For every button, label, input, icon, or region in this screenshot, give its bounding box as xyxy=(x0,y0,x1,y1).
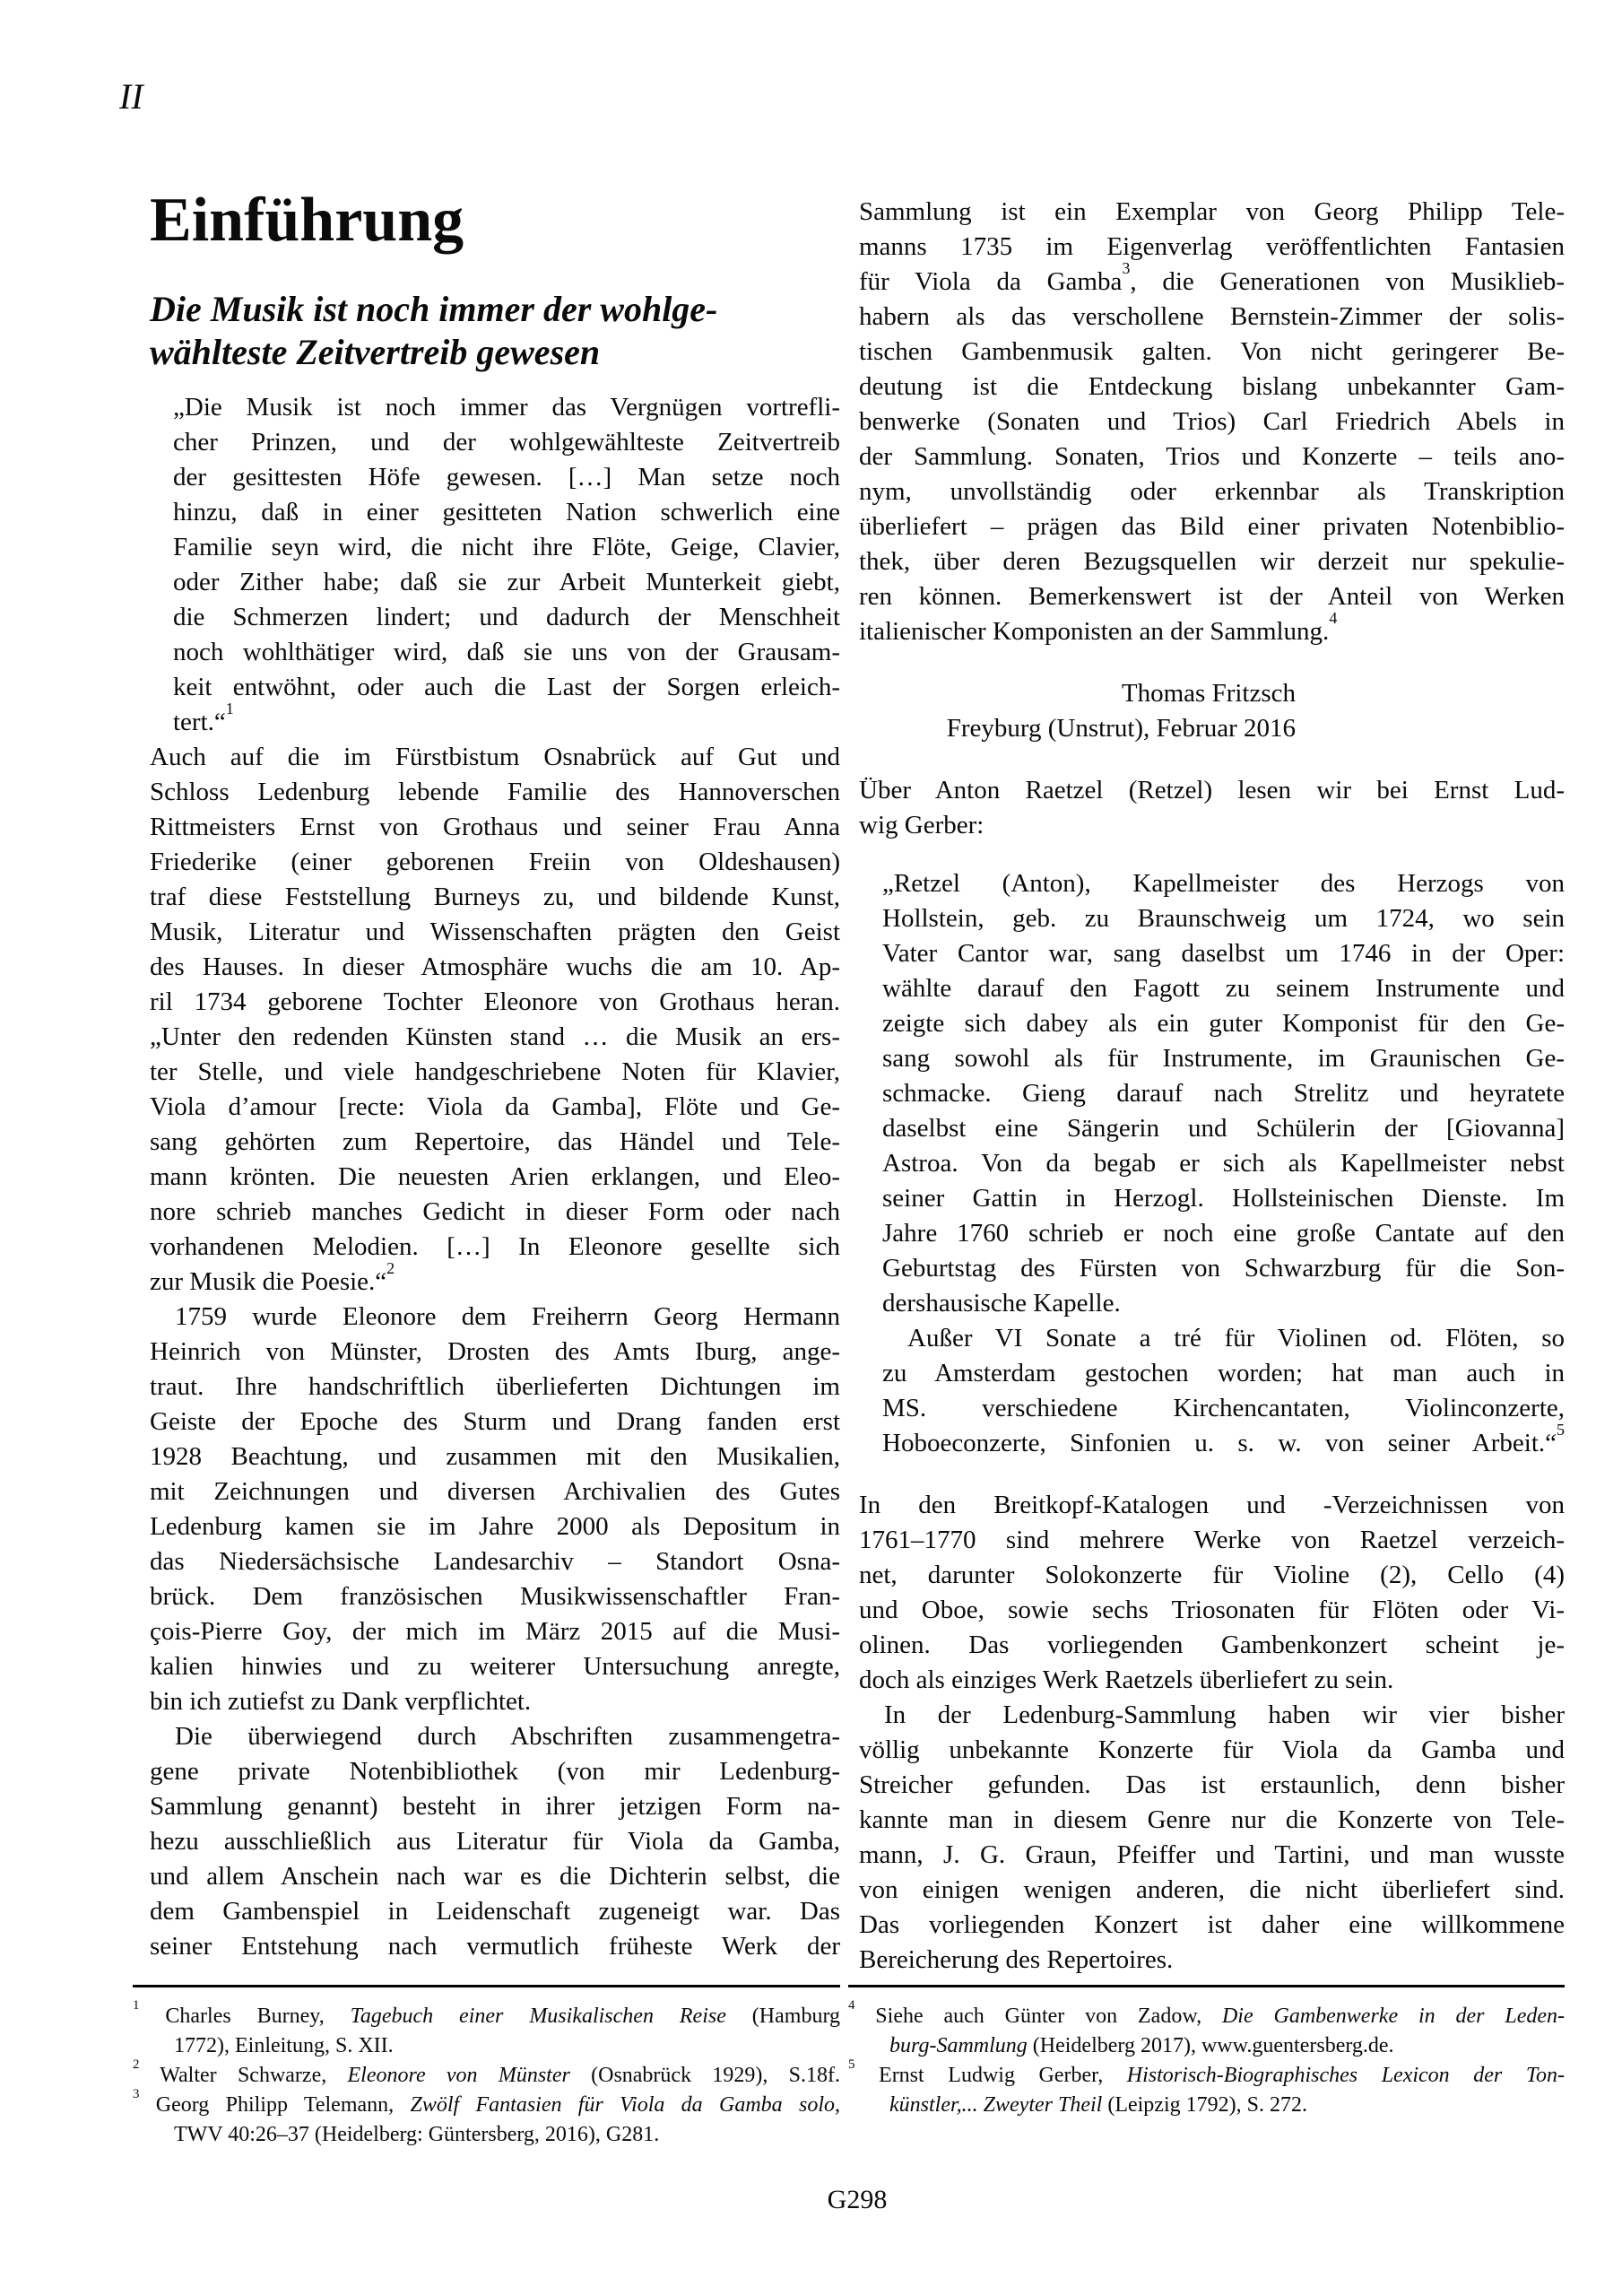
text-span: Siehe auch Günter von Zadow, xyxy=(854,2005,1222,2028)
text-line xyxy=(150,1859,840,1894)
text-line xyxy=(150,915,840,950)
text-line xyxy=(150,775,840,810)
text-line xyxy=(882,936,1565,971)
text-span: der gesittesten Höfe gewesen. […] Man setze noch xyxy=(173,463,840,491)
quote-paragraph xyxy=(882,866,1565,1321)
text-span: des Hauses. In dieser Atmosphäre wuchs die am 10. Ap- xyxy=(150,952,840,981)
text-span: zur Musik die Poesie.“ xyxy=(150,1267,387,1296)
left-footnote-block xyxy=(133,1985,840,2150)
text-span: Friederike (einer geborenen Freiin von Oldeshausen) xyxy=(150,848,840,876)
text-line xyxy=(150,810,840,845)
subtitle-line: wählteste Zeitvertreib gewesen xyxy=(150,332,601,372)
text-span: Vater Cantor war, sang daselbst um 1746 in der Oper: xyxy=(882,939,1565,968)
text-line xyxy=(150,1719,840,1754)
text-span: sang gehörten zum Repertoire, das Händel und Tele- xyxy=(150,1127,840,1156)
text-line xyxy=(882,1006,1565,1041)
right-footnote-block xyxy=(848,1985,1565,2120)
footnote-line xyxy=(848,1997,1565,2031)
text-span: Die überwiegend durch Abschriften zusammengetra- xyxy=(175,1722,840,1751)
section-subtitle xyxy=(150,288,858,374)
text-span: Auch auf die im Fürstbistum Osnabrück auf Gut und xyxy=(150,743,840,771)
text-line xyxy=(173,530,840,565)
main-title: Einführung xyxy=(150,186,464,255)
text-line xyxy=(173,670,840,705)
text-span: vorhandenen Melodien. […] In Eleonore gesellte sich xyxy=(150,1232,840,1261)
footnote-line xyxy=(133,2086,840,2120)
text-line xyxy=(150,1125,840,1160)
text-line xyxy=(859,1698,1565,1733)
text-span: und allem Anschein nach war es die Dichterin selbst, die xyxy=(150,1862,840,1891)
paragraph xyxy=(150,1300,840,1719)
footnote-line xyxy=(848,2091,1565,2120)
text-span: 1772), Einleitung, S. XII. xyxy=(174,2034,394,2057)
text-line xyxy=(150,1300,840,1335)
text-line xyxy=(150,740,840,775)
text-line xyxy=(173,565,840,600)
footnote-line xyxy=(133,1997,841,2031)
text-span: 1759 wurde Eleonore dem Freiherrn Georg Hermann xyxy=(175,1302,840,1331)
text-span: Tagebuch einer Musikalischen Reise xyxy=(350,2005,726,2028)
paragraph xyxy=(859,773,1565,843)
text-span: , die Generationen von Musiklieb- xyxy=(1130,267,1566,296)
text-line xyxy=(150,1929,840,1964)
text-span: (Leipzig 1792), S. 272. xyxy=(1102,2093,1307,2117)
text-span: Das vorliegenden Konzert ist daher eine willkommene xyxy=(859,1910,1565,1939)
text-line xyxy=(859,808,1565,843)
footnote-lines xyxy=(133,1987,840,2150)
text-span: deutung ist die Entdeckung bislang unbekannter Gam- xyxy=(859,372,1565,401)
text-span: Hoboeconzerte, Sinfonien u. s. w. von seiner Arbeit.“ xyxy=(882,1429,1557,1457)
text-line xyxy=(882,1251,1565,1286)
text-span: „Retzel (Anton), Kapellmeister des Herzogs von xyxy=(882,869,1565,898)
text-line xyxy=(882,1420,1565,1461)
text-span: zu Amsterdam gestochen worden; hat man auch in xyxy=(882,1359,1565,1387)
footnote-line xyxy=(133,2120,840,2150)
text-span: dershausische Kapelle. xyxy=(882,1289,1121,1318)
paragraph xyxy=(859,195,1565,649)
text-span: mit Zeichnungen und diversen Archivalien des Gutes xyxy=(150,1477,840,1506)
text-span: burg-Sammlung xyxy=(889,2034,1028,2057)
text-line xyxy=(150,1055,840,1090)
text-line xyxy=(150,1544,840,1579)
text-span: çois-Pierre Goy, der mich im März 2015 auf die Musi- xyxy=(150,1617,840,1646)
text-span: kannte man in diesem Genre nur die Konzerte von Tele- xyxy=(859,1805,1565,1834)
text-line xyxy=(173,699,840,740)
text-line xyxy=(150,1474,840,1509)
text-span: bin ich zutiefst zu Dank verpflichtet. xyxy=(150,1687,532,1716)
text-line xyxy=(173,495,840,530)
text-span: Heinrich von Münster, Drosten des Amts Iburg, ange- xyxy=(150,1337,840,1366)
text-line xyxy=(859,1733,1565,1768)
text-span: Viola d’amour [recte: Viola da Gamba], Flöte und Ge- xyxy=(150,1092,840,1121)
text-line xyxy=(859,474,1565,509)
text-span: nym, unvollständig oder erkennbar als Transkription xyxy=(859,477,1565,506)
footnote-lines xyxy=(848,1987,1565,2120)
text-line xyxy=(859,195,1565,230)
text-line xyxy=(859,335,1565,370)
text-span: dem Gambenspiel in Leidenschaft zugeneigt war. Das xyxy=(150,1897,840,1926)
text-line xyxy=(150,1439,840,1474)
text-span: Musik, Literatur und Wissenschaften prägten den Geist xyxy=(150,918,840,946)
text-line xyxy=(150,1090,840,1125)
text-line xyxy=(859,1838,1565,1873)
text-line xyxy=(859,300,1565,335)
text-span: für Viola da Gamba xyxy=(859,267,1123,296)
text-line xyxy=(859,370,1565,404)
text-line xyxy=(173,635,840,670)
text-span: wählte darauf den Fagott zu seinem Instrumente und xyxy=(882,974,1565,1003)
footnote-ref: 1 xyxy=(133,1997,140,2013)
text-line xyxy=(859,608,1565,649)
text-line xyxy=(859,1768,1565,1803)
text-line xyxy=(173,425,840,460)
text-span: manns 1735 im Eigenverlag veröffentlichten Fantasien xyxy=(859,232,1565,261)
footnote-line xyxy=(848,2031,1565,2061)
text-line xyxy=(859,404,1565,439)
text-line xyxy=(150,1754,840,1789)
text-line xyxy=(859,1943,1565,1978)
text-line xyxy=(859,509,1565,544)
footnote-ref: 2 xyxy=(386,1258,395,1277)
text-line xyxy=(882,1181,1565,1216)
text-line xyxy=(150,845,840,880)
text-span: TWV 40:26–37 (Heidelberg: Güntersberg, 2016), G281. xyxy=(174,2123,660,2146)
text-span: Historisch-Biographisches Lexicon der Ton- xyxy=(1126,2064,1565,2087)
text-span: Außer VI Sonate a tré für Violinen od. Flöten, so xyxy=(907,1324,1565,1352)
text-line xyxy=(859,579,1565,614)
text-line xyxy=(859,230,1565,265)
footnote-ref: 3 xyxy=(133,2086,140,2101)
text-span: überliefert – prägen das Bild einer privaten Notenbiblio- xyxy=(859,512,1565,541)
paragraph xyxy=(150,740,840,1300)
text-span: Zwölf Fantasien für Viola da Gamba solo xyxy=(410,2093,835,2117)
text-line xyxy=(859,1488,1565,1523)
text-span: seiner Gattin in Herzogl. Hollsteinischen Dienste. Im xyxy=(882,1184,1565,1213)
text-line xyxy=(882,1356,1565,1391)
text-span: seiner Entstehung nach vermutlich früheste Werk der xyxy=(150,1932,840,1961)
text-line xyxy=(859,1558,1565,1593)
text-span: noch wohlthätiger wird, daß sie uns von der Grausam- xyxy=(173,638,840,666)
text-span: Charles Burney, xyxy=(139,2005,351,2028)
text-span: habern als das verschollene Bernstein-Zimmer der solis- xyxy=(859,302,1565,331)
text-span: „Die Musik ist noch immer das Vergnügen vortrefli- xyxy=(173,393,840,422)
text-line xyxy=(882,1391,1565,1426)
text-line xyxy=(859,544,1565,579)
text-span: Ernst Ludwig Gerber, xyxy=(854,2064,1127,2087)
text-line xyxy=(150,1614,840,1649)
text-span: und Oboe, sowie sechs Triosonaten für Flöten oder Vi- xyxy=(859,1596,1565,1624)
paragraph xyxy=(859,1698,1565,1978)
footnote-ref: 4 xyxy=(848,1997,855,2013)
text-span: Rittmeisters Ernst von Grothaus und seiner Frau Anna xyxy=(150,813,840,841)
text-line xyxy=(150,1509,840,1544)
text-line xyxy=(882,1041,1565,1076)
text-line xyxy=(859,1628,1565,1663)
text-span: Familie seyn wird, die nicht ihre Flöte, Geige, Clavier, xyxy=(173,533,840,561)
text-span: olinen. Das vorliegenden Gambenkonzert scheint je- xyxy=(859,1631,1565,1659)
footnote-ref: 2 xyxy=(133,2057,140,2072)
text-span: ren können. Bemerkenswert ist der Anteil von Werken xyxy=(859,582,1565,611)
text-span: tischen Gambenmusik galten. Von nicht geringerer Be- xyxy=(859,337,1565,366)
text-span: von einigen wenigen anderen, die nicht überliefert sind. xyxy=(859,1875,1565,1904)
text-span: oder Zither habe; daß sie zur Arbeit Munterkeit giebt, xyxy=(173,568,840,596)
text-span: In der Ledenburg-Sammlung haben wir vier bisher xyxy=(884,1700,1565,1729)
text-line xyxy=(859,258,1566,300)
text-span: schmacke. Gieng darauf nach Strelitz und heyratete xyxy=(882,1079,1565,1108)
text-line xyxy=(150,950,840,985)
footnote-line xyxy=(133,2031,840,2061)
text-span: Ledenburg kamen sie im Jahre 2000 als Depositum in xyxy=(150,1512,840,1541)
text-line xyxy=(859,1593,1565,1628)
footnote-ref: 1 xyxy=(225,699,234,718)
text-line xyxy=(882,1321,1565,1356)
text-span: tert.“ xyxy=(173,708,226,736)
text-span: (Hamburg xyxy=(725,2005,841,2028)
text-line xyxy=(150,1370,840,1405)
text-line xyxy=(150,1894,840,1929)
quote-paragraph xyxy=(882,1321,1565,1461)
text-span: hezu ausschließlich aus Literatur für Viola da Gamba, xyxy=(150,1827,840,1856)
text-span: Walter Schwarze, xyxy=(139,2064,348,2087)
text-line xyxy=(150,880,840,915)
text-span: daselbst eine Sängerin und Schülerin der [Giovanna] xyxy=(882,1114,1565,1143)
text-line xyxy=(150,1579,840,1614)
text-line xyxy=(882,1076,1565,1111)
text-line xyxy=(150,1195,840,1230)
text-line xyxy=(173,460,840,495)
text-span: (Osnabrück 1929), S.18f. xyxy=(569,2064,840,2087)
text-line xyxy=(859,773,1565,808)
text-line xyxy=(173,390,840,425)
text-span: ter Stelle, und viele handgeschriebene Noten für Klavier, xyxy=(150,1057,840,1086)
text-line xyxy=(882,1286,1565,1321)
text-span: doch als einziges Werk Raetzels überliefert zu sein. xyxy=(859,1665,1394,1694)
text-line xyxy=(150,1020,840,1055)
text-line xyxy=(173,600,840,635)
text-span: ril 1734 geborene Tochter Eleonore von Grothaus heran. xyxy=(150,987,840,1016)
text-line xyxy=(859,439,1565,474)
left-column xyxy=(150,390,840,1964)
text-span: Thomas Fritzsch xyxy=(1121,679,1296,708)
text-line xyxy=(150,1649,840,1684)
paragraph xyxy=(859,1488,1565,1698)
page-number: II xyxy=(119,76,143,117)
text-span: Schloss Ledenburg lebende Familie des Hannoverschen xyxy=(150,778,840,806)
quote-paragraph xyxy=(173,390,840,740)
text-span: (Heidelberg 2017), www.guentersberg.de. xyxy=(1027,2034,1394,2057)
text-span: Freyburg (Unstrut), Februar 2016 xyxy=(946,714,1296,743)
text-span: benwerke (Sonaten und Trios) Carl Friedrich Abels in xyxy=(859,407,1565,436)
text-span: italienischer Komponisten an der Sammlung. xyxy=(859,617,1330,646)
text-line xyxy=(882,866,1565,901)
text-span: nore schrieb manches Gedicht in dieser Form oder nach xyxy=(150,1197,840,1226)
text-line xyxy=(150,1160,840,1195)
signature xyxy=(859,676,1565,746)
text-span: kalien hinwies und zu weiterer Untersuchung anregte, xyxy=(150,1652,840,1681)
text-span: Streicher gefunden. Das ist erstaunlich, denn bisher xyxy=(859,1770,1565,1799)
text-line xyxy=(150,1258,840,1300)
text-span: „Unter den redenden Künsten stand … die Musik an ers- xyxy=(150,1022,840,1051)
text-span: Hollstein, geb. zu Braunschweig um 1724, wo sein xyxy=(882,904,1565,933)
text-line xyxy=(859,1873,1565,1908)
text-span: Astroa. Von da begab er sich als Kapellmeister nebst xyxy=(882,1149,1565,1178)
text-span: MS. verschiedene Kirchencantaten, Violinconzerte, xyxy=(882,1394,1565,1422)
text-span: Georg Philipp Telemann, xyxy=(139,2093,411,2117)
text-span: Sammlung ist ein Exemplar von Georg Philipp Tele- xyxy=(859,197,1565,226)
text-span: künstler,... Zweyter Theil xyxy=(889,2093,1103,2117)
signature-line xyxy=(859,676,1565,711)
text-line xyxy=(150,985,840,1020)
right-column xyxy=(859,195,1565,1978)
footer-plate-number: G298 xyxy=(827,2185,888,2214)
text-span: wig Gerber: xyxy=(859,811,984,839)
text-span: , xyxy=(835,2093,840,2117)
text-span: der Sammlung. Sonaten, Trios und Konzerte – teils ano- xyxy=(859,442,1565,471)
text-line xyxy=(859,1908,1565,1943)
text-line xyxy=(859,1523,1565,1558)
text-span: das Niedersächsische Landesarchiv – Standort Osna- xyxy=(150,1547,840,1576)
footnote-ref: 5 xyxy=(1557,1420,1565,1439)
footnote-ref: 3 xyxy=(1122,258,1131,277)
text-span: cher Prinzen, und der wohlgewählteste Zeitvertreib xyxy=(173,428,840,457)
text-span: Eleonore von Münster xyxy=(347,2064,570,2087)
text-span: In den Breitkopf-Katalogen und -Verzeichnissen von xyxy=(859,1491,1565,1519)
text-line xyxy=(882,1111,1565,1146)
text-line xyxy=(150,1335,840,1370)
text-span: Die Gambenwerke in der Leden- xyxy=(1221,2005,1565,2028)
text-span: hinzu, daß in einer gesitteten Nation schwerlich eine xyxy=(173,498,840,526)
text-line xyxy=(882,971,1565,1006)
text-line xyxy=(882,1146,1565,1181)
text-span: sang sowohl als für Instrumente, im Graunischen Ge- xyxy=(882,1044,1565,1073)
text-line xyxy=(150,1230,840,1265)
text-span: Jahre 1760 schrieb er noch eine große Cantate auf den xyxy=(882,1219,1565,1248)
text-span: Bereicherung des Repertoires. xyxy=(859,1945,1174,1974)
text-span: mann krönten. Die neuesten Arien erklangen, und Eleo- xyxy=(150,1162,840,1191)
footnote-line xyxy=(848,2057,1565,2091)
text-line xyxy=(859,1803,1565,1838)
text-span: Über Anton Raetzel (Retzel) lesen wir bei Ernst Lud- xyxy=(859,776,1565,804)
paragraph xyxy=(150,1719,840,1964)
text-span: die Schmerzen lindert; und dadurch der Menschheit xyxy=(173,603,840,631)
text-span: brück. Dem französischen Musikwissenschaftler Fran- xyxy=(150,1582,840,1611)
text-span: thek, über deren Bezugsquellen wir derzeit nur spekulie- xyxy=(859,547,1565,576)
signature-line xyxy=(859,711,1565,746)
text-line xyxy=(882,1216,1565,1251)
text-span: 1928 Beachtung, und zusammen mit den Musikalien, xyxy=(150,1442,840,1471)
footnote-line xyxy=(133,2057,840,2091)
text-span: zeigte sich dabey als ein guter Komponist für den Ge- xyxy=(882,1009,1565,1038)
text-line xyxy=(150,1824,840,1859)
text-span: mann, J. G. Graun, Pfeiffer und Tartini, und man wusste xyxy=(859,1840,1565,1869)
text-span: keit entwöhnt, oder auch die Last der Sorgen erleich- xyxy=(173,673,840,701)
text-span: gene private Notenbibliothek (von mir Ledenburg- xyxy=(150,1757,840,1786)
text-line xyxy=(882,901,1565,936)
text-span: völlig unbekannte Konzerte für Viola da Gamba und xyxy=(859,1735,1565,1764)
text-span: Geburtstag des Fürsten von Schwarzburg für die Son- xyxy=(882,1254,1565,1283)
text-line xyxy=(150,1789,840,1824)
text-line xyxy=(150,1405,840,1439)
subtitle-line: Die Musik ist noch immer der wohlge- xyxy=(150,289,718,329)
text-span: 1761–1770 sind mehrere Werke von Raetzel verzeich- xyxy=(859,1526,1565,1554)
footnote-ref: 5 xyxy=(848,2057,855,2072)
text-line xyxy=(150,1684,840,1719)
text-span: Geiste der Epoche des Sturm und Drang fanden erst xyxy=(150,1407,840,1436)
text-span: Sammlung genannt) besteht in ihrer jetzigen Form na- xyxy=(150,1792,840,1821)
text-span: traut. Ihre handschriftlich überlieferten Dichtungen im xyxy=(150,1372,840,1401)
text-span: net, darunter Solokonzerte für Violine (2), Cello (4) xyxy=(859,1561,1565,1589)
text-line xyxy=(859,1663,1565,1698)
text-span: traf diese Feststellung Burneys zu, und bildende Kunst, xyxy=(150,883,840,911)
footnote-ref: 4 xyxy=(1329,608,1338,627)
